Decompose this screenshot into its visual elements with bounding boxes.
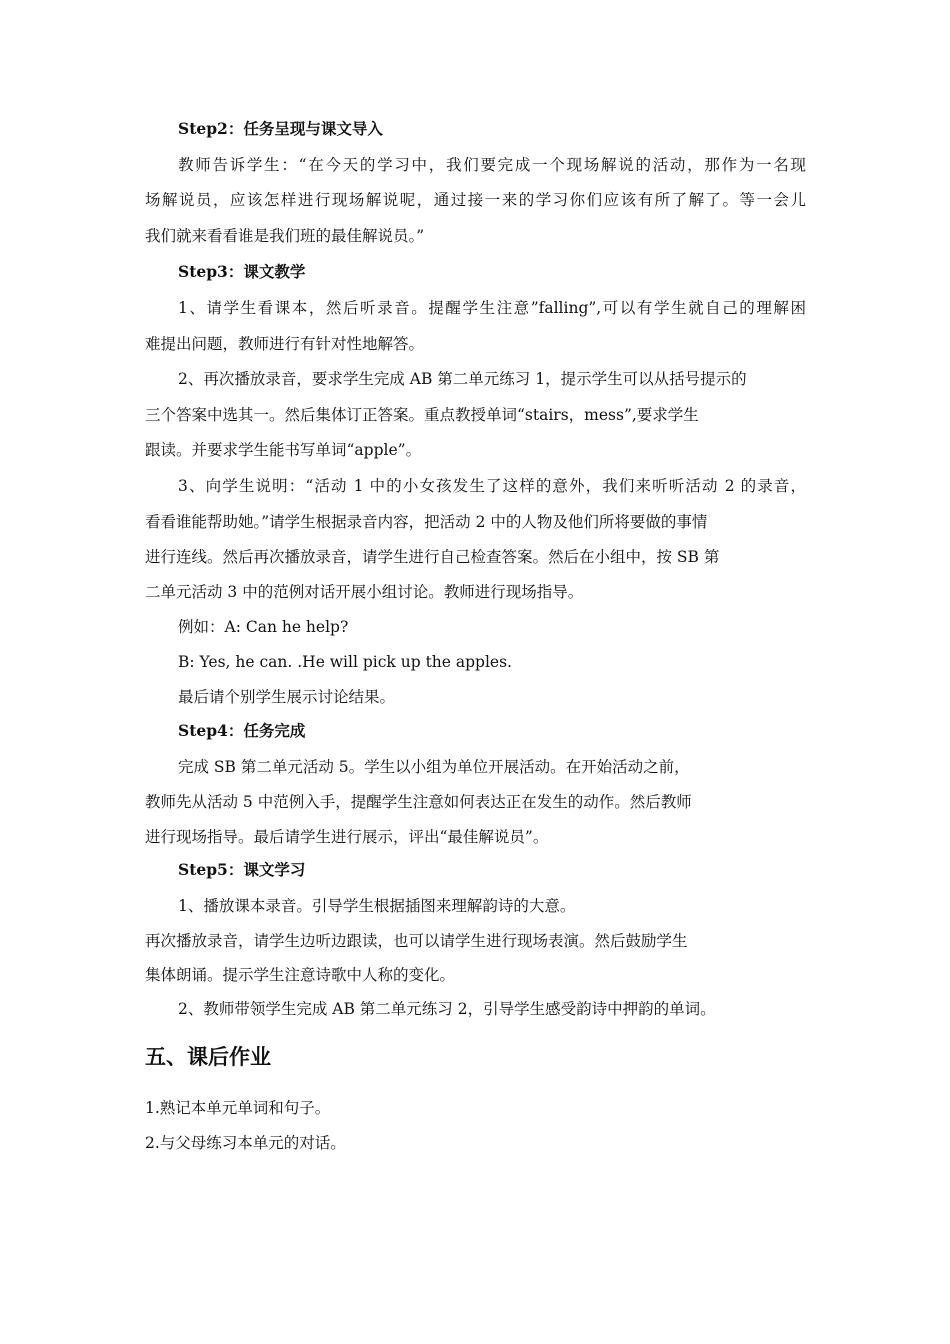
homework-section-heading: 五、课后作业 bbox=[145, 1045, 271, 1069]
step3-example-a: 例如：A: Can he help? bbox=[178, 618, 349, 636]
step5-heading: Step5：课文学习 bbox=[178, 860, 306, 879]
step3-line-6: 3、向学生说明：“活动 1 中的小女孩发生了这样的意外，我们来听听活动 2 的录音， bbox=[178, 477, 806, 495]
step5-line-4: 2、教师带领学生完成 AB 第二单元练习 2，引导学生感受韵诗中押韵的单词。 bbox=[178, 1000, 716, 1018]
step3-line-1: 1、请学生看课本，然后听录音。提醒学生注意”falling”,可以有学生就自己的理解困 bbox=[178, 299, 806, 317]
step4-line-1: 完成 SB 第二单元活动 5。学生以小组为单位开展活动。在开始活动之前， bbox=[178, 758, 690, 776]
step2-paragraph-line-2: 场解说员，应该怎样进行现场解说呢，通过接一来的学习你们应该有所了解了。等一会儿 bbox=[145, 191, 806, 209]
step3-line-7: 看看谁能帮助她。”请学生根据录音内容，把活动 2 中的人物及他们所将要做的事情 bbox=[145, 513, 708, 531]
step2-heading: Step2：任务呈现与课文导入 bbox=[178, 119, 383, 138]
step2-paragraph-line-1: 教师告诉学生：“在今天的学习中，我们要完成一个现场解说的活动，那作为一名现 bbox=[178, 156, 806, 174]
step4-heading: Step4：任务完成 bbox=[178, 721, 306, 740]
step3-line-4: 三个答案中选其一。然后集体订正答案。重点教授单词“stairs，mess”,要求学生 bbox=[145, 406, 699, 424]
homework-item-1: 1.熟记本单元单词和句子。 bbox=[145, 1099, 331, 1117]
step3-line-8: 进行连线。然后再次播放录音，请学生进行自己检查答案。然后在小组中，按 SB 第 bbox=[145, 548, 720, 566]
step2-paragraph-line-3: 我们就来看看谁是我们班的最佳解说员。” bbox=[145, 227, 425, 245]
step3-line-2: 难提出问题，教师进行有针对性地解答。 bbox=[145, 335, 425, 353]
step4-line-2: 教师先从活动 5 中范例入手，提醒学生注意如何表达正在发生的动作。然后教师 bbox=[145, 793, 692, 811]
step5-line-3: 集体朗诵。提示学生注意诗歌中人称的变化。 bbox=[145, 966, 456, 984]
step3-line-9: 二单元活动 3 中的范例对话开展小组讨论。教师进行现场指导。 bbox=[145, 583, 584, 601]
step3-line-5: 跟读。并要求学生能书写单词“apple”。 bbox=[145, 441, 422, 459]
step3-line-3: 2、再次播放录音，要求学生完成 AB 第二单元练习 1，提示学生可以从括号提示的 bbox=[178, 370, 747, 388]
step3-example-b: B: Yes, he can. .He will pick up the apples. bbox=[178, 653, 512, 671]
step4-line-3: 进行现场指导。最后请学生进行展示，评出“最佳解说员”。 bbox=[145, 828, 549, 846]
step3-line-12: 最后请个别学生展示讨论结果。 bbox=[178, 688, 396, 706]
homework-item-2: 2.与父母练习本单元的对话。 bbox=[145, 1134, 346, 1152]
step5-line-2: 再次播放录音，请学生边听边跟读，也可以请学生进行现场表演。然后鼓励学生 bbox=[145, 932, 688, 950]
step5-line-1: 1、播放课本录音。引导学生根据插图来理解韵诗的大意。 bbox=[178, 897, 576, 915]
step3-heading: Step3：课文教学 bbox=[178, 262, 306, 281]
